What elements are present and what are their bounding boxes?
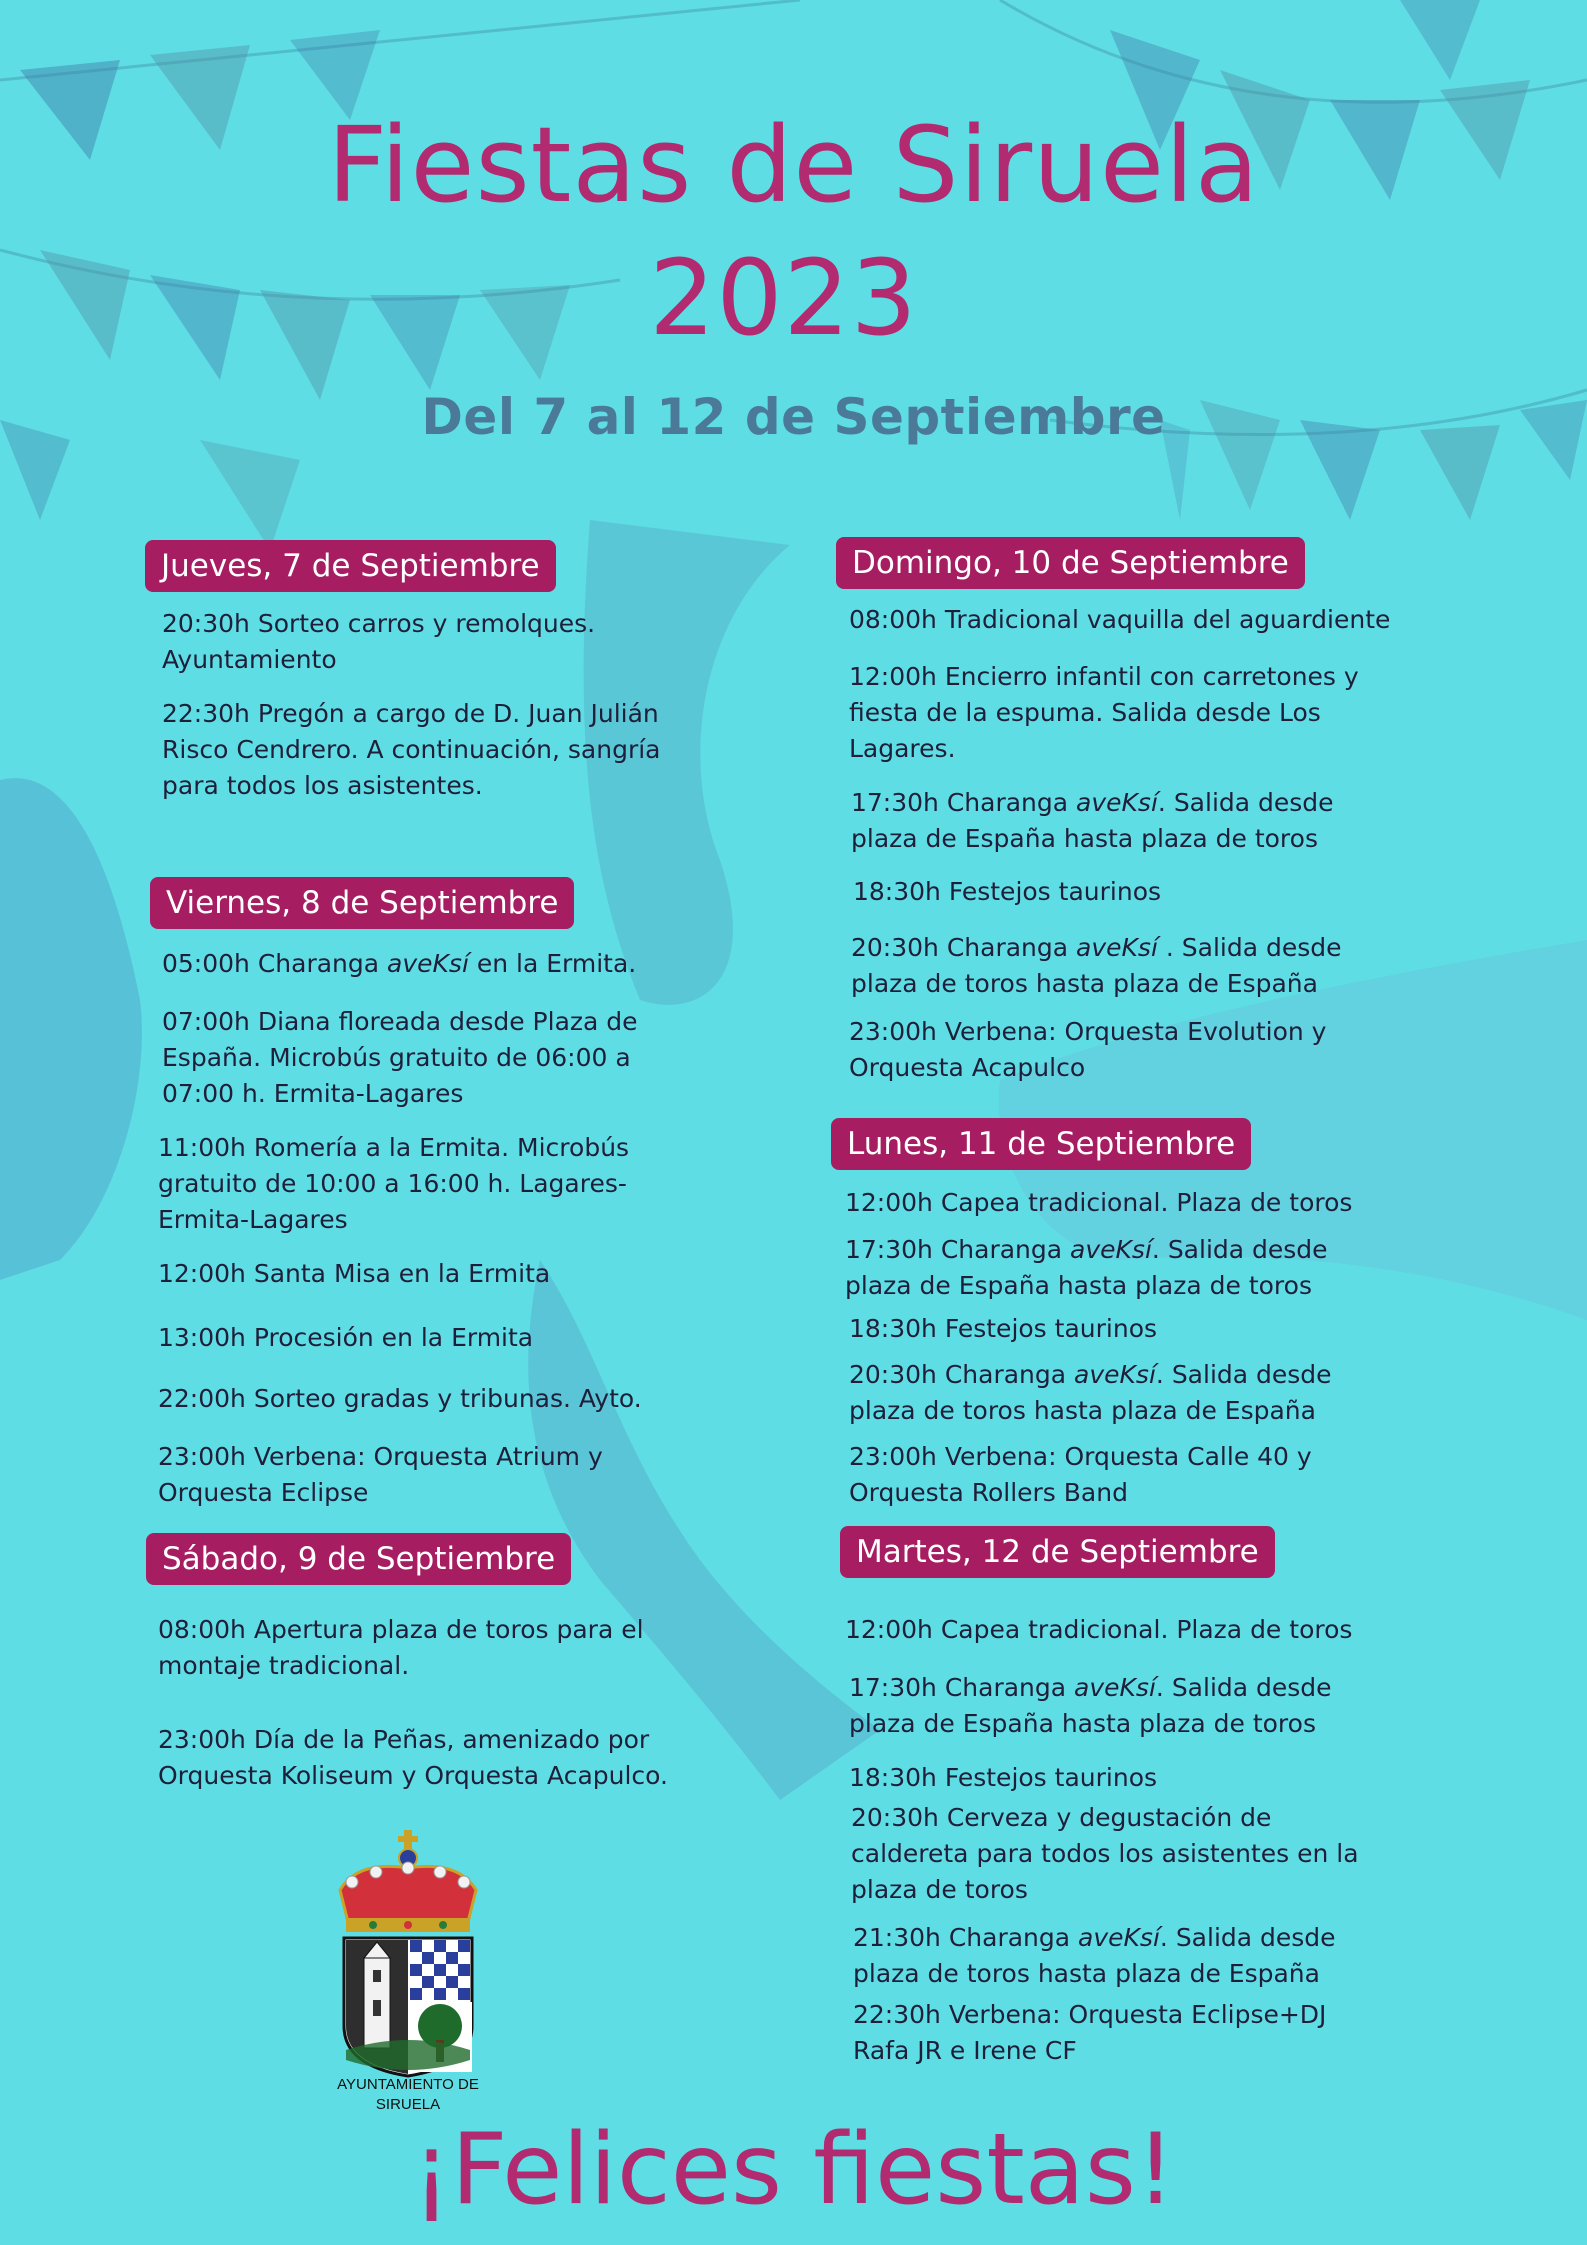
day-header-martes: Martes, 12 de Septiembre [840,1526,1275,1578]
event-line: 22:30h Verbena: Orquesta Eclipse+DJ [853,2000,1327,2029]
poster-title: Fiestas de Siruela [327,104,1260,226]
event-line: 20:30h Charanga aveKsí . Salida desde [851,933,1342,962]
event-line: 18:30h Festejos taurinos [853,877,1162,906]
event-line: 23:00h Día de la Peñas, amenizado por [158,1725,650,1754]
event-line: 07:00 h. Ermita-Lagares [162,1079,464,1108]
event-line: 05:00h Charanga aveKsí en la Ermita. [162,949,637,978]
event-line: Ayuntamiento [162,645,337,674]
day-header-sabado: Sábado, 9 de Septiembre [146,1533,571,1585]
event-line: 12:00h Encierro infantil con carretones y [849,662,1359,691]
event-line: 12:00h Santa Misa en la Ermita [158,1259,551,1288]
poster-year: 2023 [649,237,918,359]
event-line: fiesta de la espuma. Salida desde Los [849,698,1321,727]
event-line: 20:30h Cerveza y degustación de [851,1803,1272,1832]
day-header-jueves: Jueves, 7 de Septiembre [145,540,556,592]
event-line: 17:30h Charanga aveKsí. Salida desde [851,788,1334,817]
event-line: 18:30h Festejos taurinos [849,1763,1158,1792]
event-line: 18:30h Festejos taurinos [849,1314,1158,1343]
event-line: 07:00h Diana floreada desde Plaza de [162,1007,638,1036]
event-line: 21:30h Charanga aveKsí. Salida desde [853,1923,1336,1952]
event-line: 22:30h Pregón a cargo de D. Juan Julián [162,699,659,728]
event-line: 13:00h Procesión en la Ermita [158,1323,534,1352]
event-line: Lagares. [849,734,956,763]
event-line: 17:30h Charanga aveKsí. Salida desde [845,1235,1328,1264]
event-line: plaza de toros hasta plaza de España [849,1396,1316,1425]
event-line: para todos los asistentes. [162,771,483,800]
event-line: gratuito de 10:00 a 16:00 h. Lagares- [158,1169,627,1198]
event-line: Orquesta Koliseum y Orquesta Acapulco. [158,1761,668,1790]
event-line: 08:00h Tradicional vaquilla del aguardiente [849,605,1391,634]
event-line: plaza de toros [851,1875,1028,1904]
event-line: plaza de toros hasta plaza de España [853,1959,1320,1988]
event-line: plaza de España hasta plaza de toros [851,824,1318,853]
event-line: 11:00h Romería a la Ermita. Microbús [158,1133,630,1162]
event-line: 23:00h Verbena: Orquesta Evolution y [849,1017,1327,1046]
event-line: Orquesta Acapulco [849,1053,1086,1082]
event-line: Ermita-Lagares [158,1205,348,1234]
event-line: plaza de España hasta plaza de toros [845,1271,1312,1300]
logo-caption-line1: AYUNTAMIENTO DE [337,2076,479,2093]
event-line: 12:00h Capea tradicional. Plaza de toros [845,1188,1353,1217]
event-line: plaza de toros hasta plaza de España [851,969,1318,998]
event-line: 22:00h Sorteo gradas y tribunas. Ayto. [158,1384,642,1413]
event-line: 20:30h Charanga aveKsí. Salida desde [849,1360,1332,1389]
event-line: 17:30h Charanga aveKsí. Salida desde [849,1673,1332,1702]
event-line: 23:00h Verbena: Orquesta Calle 40 y [849,1442,1312,1471]
event-line: España. Microbús gratuito de 06:00 a [162,1043,631,1072]
event-line: 08:00h Apertura plaza de toros para el [158,1615,644,1644]
event-line: Risco Cendrero. A continuación, sangría [162,735,661,764]
event-line: caldereta para todos los asistentes en la [851,1839,1359,1868]
event-line: 12:00h Capea tradicional. Plaza de toros [845,1615,1353,1644]
day-header-domingo: Domingo, 10 de Septiembre [836,537,1305,589]
day-header-lunes: Lunes, 11 de Septiembre [831,1118,1251,1170]
event-line: 23:00h Verbena: Orquesta Atrium y [158,1442,603,1471]
poster-dates: Del 7 al 12 de Septiembre [421,388,1166,446]
logo-caption [328,2075,488,2115]
event-line: Rafa JR e Irene CF [853,2036,1077,2065]
event-line: Orquesta Rollers Band [849,1478,1128,1507]
event-line: montaje tradicional. [158,1651,410,1680]
day-header-viernes: Viernes, 8 de Septiembre [150,877,574,929]
event-line: Orquesta Eclipse [158,1478,369,1507]
logo-caption-line2: SIRUELA [375,2096,441,2113]
event-line: 20:30h Sorteo carros y remolques. [162,609,596,638]
event-line: plaza de España hasta plaza de toros [849,1709,1316,1738]
felices-fiestas-footer: ¡Felices fiestas! [411,2113,1176,2227]
